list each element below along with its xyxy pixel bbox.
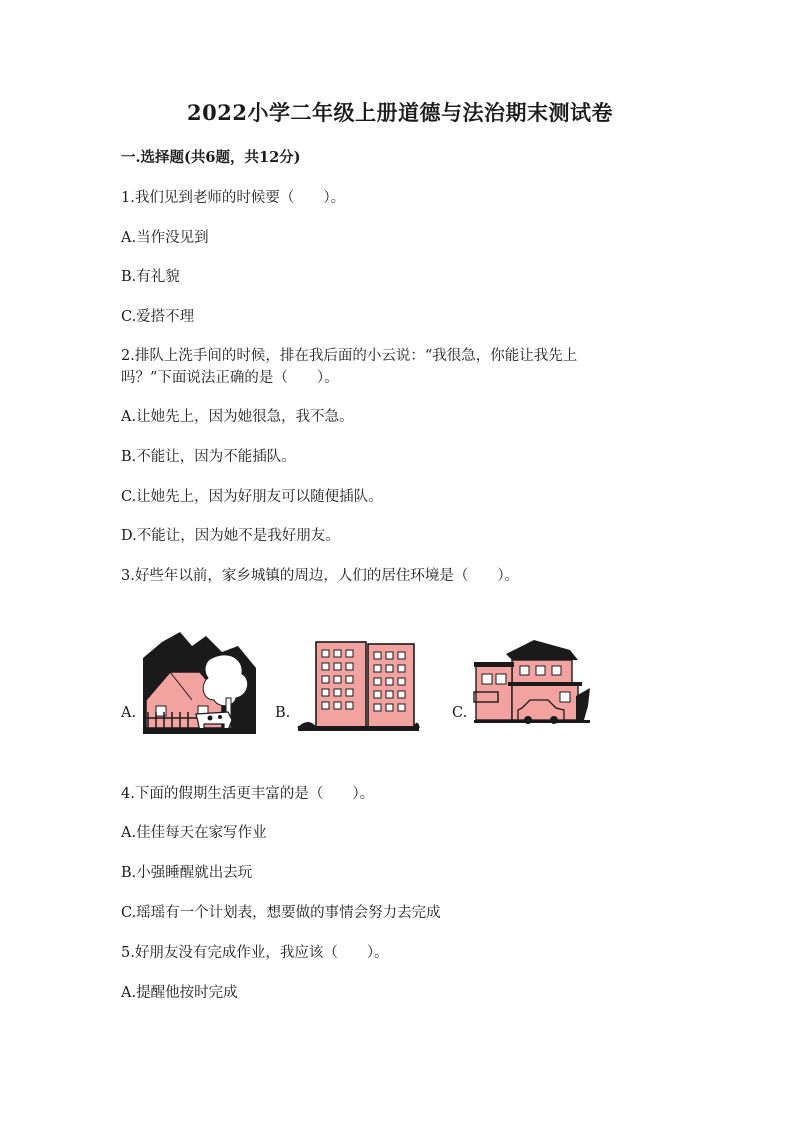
section-heading: 一.选择题(共6题，共12分) xyxy=(121,149,301,166)
question-1-option-c: C.爱搭不理 xyxy=(121,309,195,325)
page-title: 2022小学二年级上册道德与法治期末测试卷 xyxy=(187,100,613,125)
question-5-stem: 5.好朋友没有完成作业，我应该（ ）。 xyxy=(121,945,389,961)
village-house-picture xyxy=(140,628,260,736)
apartment-buildings-picture xyxy=(296,636,420,732)
question-4-option-a: A.佳佳每天在家写作业 xyxy=(121,825,267,841)
question-2-option-a: A.让她先上，因为她很急，我不急。 xyxy=(121,409,354,425)
question-2-option-c: C.让她先上，因为好朋友可以随便插队。 xyxy=(121,489,383,505)
question-4-option-c: C.瑶瑶有一个计划表，想要做的事情会努力去完成 xyxy=(121,905,441,921)
question-1-option-b: B.有礼貌 xyxy=(121,269,180,285)
question-3-option-a-label: A. xyxy=(121,705,137,721)
question-5-option-a: A.提醒他按时完成 xyxy=(121,985,238,1001)
question-3-option-b-label: B. xyxy=(275,705,291,721)
question-4-option-b: B.小强睡醒就出去玩 xyxy=(121,865,253,881)
question-3-option-c-label: C. xyxy=(452,705,468,721)
question-3-stem: 3.好些年以前，家乡城镇的周边，人们的居住环境是（ ）。 xyxy=(121,568,520,584)
question-2-stem-line-2: 吗？”下面说法正确的是（ ）。 xyxy=(121,370,339,386)
question-1-option-a: A.当作没见到 xyxy=(121,230,209,246)
question-4-stem: 4.下面的假期生活更丰富的是（ ）。 xyxy=(121,786,375,802)
villa-house-picture xyxy=(472,636,592,728)
question-2-stem-line-1: 2.排队上洗手间的时候，排在我后面的小云说：“我很急，你能让我先上 xyxy=(121,348,578,364)
question-1-stem: 1.我们见到老师的时候要（ ）。 xyxy=(121,190,346,206)
question-2-option-d: D.不能让，因为她不是我好朋友。 xyxy=(121,528,340,544)
question-2-option-b: B.不能让，因为不能插队。 xyxy=(121,449,296,465)
